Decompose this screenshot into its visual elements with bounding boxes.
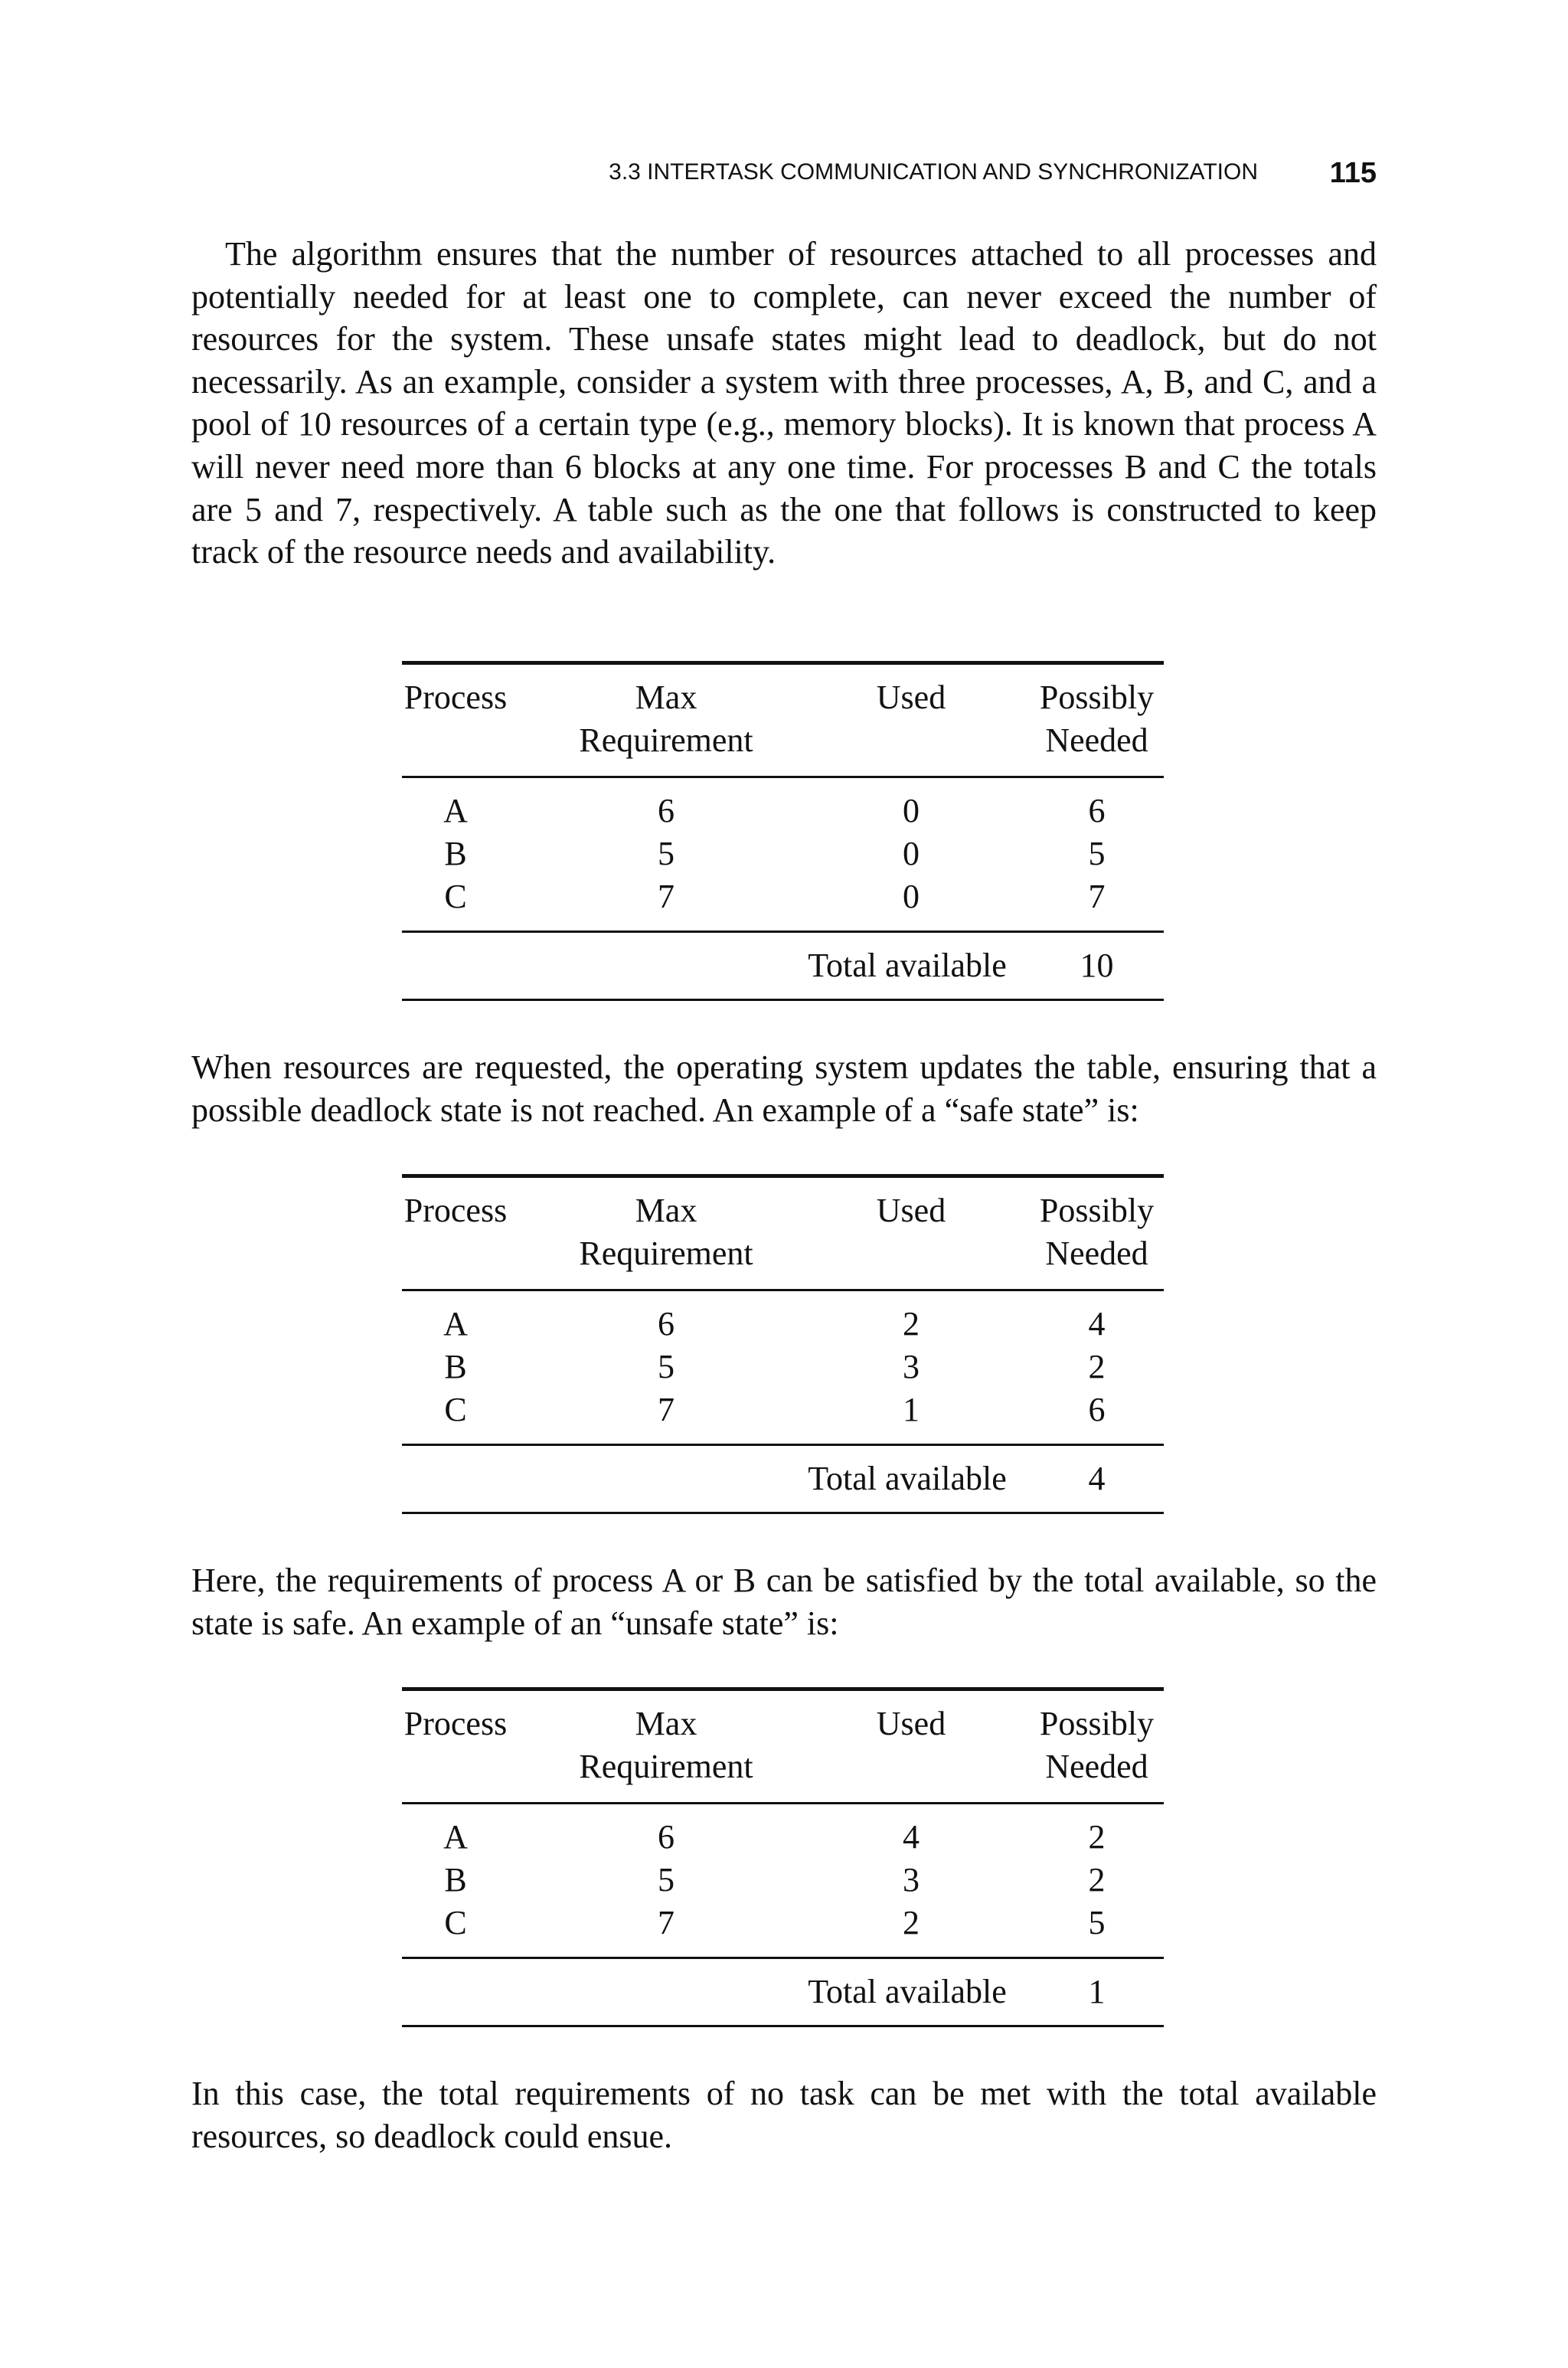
cell-needed: 4 [1088, 1305, 1106, 1343]
cell-used: 0 [903, 835, 920, 872]
cell-used: 2 [903, 1904, 920, 1941]
cell-max: 6 [658, 1818, 675, 1856]
header-needed: Needed [1045, 1748, 1148, 1785]
resource-table-unsafe-state [402, 1687, 1164, 2027]
table-header-rule [402, 1289, 1164, 1291]
table-total-rule [402, 1957, 1164, 1959]
header-needed: Needed [1045, 721, 1148, 759]
safe-state-paragraph: When resources are requested, the operating system updates the table, ensuring that a possible deadlock state is not reached. An example of a “safe state” is: [191, 1048, 1377, 1129]
cell-needed: 6 [1088, 792, 1106, 829]
cell-used: 1 [903, 1391, 920, 1428]
cell-process: A [443, 1305, 468, 1343]
table-header-rule [402, 1802, 1164, 1804]
header-process: Process [403, 1705, 508, 1742]
header-requirement: Requirement [579, 721, 753, 759]
cell-process: B [444, 835, 467, 872]
page-number: 115 [1329, 157, 1377, 189]
table-top-rule [402, 1174, 1164, 1178]
header-possibly: Possibly [1039, 1192, 1155, 1229]
unsafe-state-paragraph: Here, the requirements of process A or B can be satisfied by the total available, so the state is safe. An example of an “unsafe state” is: [191, 1562, 1377, 1642]
table-header-rule [402, 776, 1164, 778]
cell-needed: 7 [1088, 878, 1106, 915]
total-available-label: Total available [808, 1973, 1007, 2010]
cell-used: 0 [903, 792, 920, 829]
header-max: Max [635, 1705, 697, 1742]
cell-max: 7 [658, 1391, 675, 1428]
cell-process: B [444, 1348, 467, 1385]
cell-needed: 5 [1088, 1904, 1106, 1941]
header-needed: Needed [1045, 1235, 1148, 1272]
resource-table-initial [402, 661, 1164, 1001]
cell-needed: 2 [1088, 1348, 1106, 1385]
cell-process: B [444, 1861, 467, 1899]
cell-process: A [443, 792, 468, 829]
header-max: Max [635, 679, 697, 716]
table-bottom-rule [402, 1512, 1164, 1514]
header-max: Max [635, 1192, 697, 1229]
table-top-rule [402, 1687, 1164, 1691]
cell-max: 7 [658, 1904, 675, 1941]
cell-max: 5 [658, 1861, 675, 1899]
cell-used: 3 [903, 1348, 920, 1385]
cell-max: 6 [658, 792, 675, 829]
cell-max: 6 [658, 1305, 675, 1343]
header-used: Used [876, 679, 946, 716]
total-available-label: Total available [808, 1460, 1007, 1497]
cell-max: 5 [658, 835, 675, 872]
header-process: Process [403, 679, 508, 716]
intro-paragraph: The algorithm ensures that the number of resources attached to all processes and potentially needed for at least one to complete, can never exceed the number of resources for the system. These unsafe states might lead to deadlock, but do not necessarily. As an example, consider a system with three processes, A, B, and C, and a pool of 10 resources of a certain type (e.g., memory blocks). It is known that process A will never need more than 6 blocks at any one time. For processes B and C the totals are 5 and 7, respectively. A table such as the one that follows is constructed to keep track of the resource needs and availability. [191, 235, 1377, 571]
cell-needed: 2 [1088, 1818, 1106, 1856]
header-used: Used [876, 1705, 946, 1742]
cell-used: 0 [903, 878, 920, 915]
header-requirement: Requirement [579, 1235, 753, 1272]
header-possibly: Possibly [1039, 1705, 1155, 1742]
header-possibly: Possibly [1039, 679, 1155, 716]
total-available-value: 10 [1080, 947, 1114, 984]
header-used: Used [876, 1192, 946, 1229]
cell-used: 2 [903, 1305, 920, 1343]
cell-process: C [444, 1391, 467, 1428]
table-top-rule [402, 661, 1164, 665]
page-header [191, 157, 1377, 195]
table-total-rule [402, 1444, 1164, 1446]
header-process: Process [403, 1192, 508, 1229]
conclusion-paragraph: In this case, the total requirements of no task can be met with the total available resources, so deadlock could ensue. [191, 2075, 1377, 2155]
cell-max: 7 [658, 878, 675, 915]
total-available-value: 4 [1088, 1460, 1106, 1497]
total-available-value: 1 [1088, 1973, 1106, 2010]
total-available-label: Total available [808, 947, 1007, 984]
running-head: 3.3 INTERTASK COMMUNICATION AND SYNCHRONIZATION [609, 159, 1258, 185]
cell-process: C [444, 878, 467, 915]
cell-used: 4 [903, 1818, 920, 1856]
table-bottom-rule [402, 2025, 1164, 2027]
resource-table-safe-state [402, 1174, 1164, 1514]
cell-used: 3 [903, 1861, 920, 1899]
cell-needed: 6 [1088, 1391, 1106, 1428]
table-total-rule [402, 931, 1164, 933]
cell-needed: 2 [1088, 1861, 1106, 1899]
cell-process: A [443, 1818, 468, 1856]
cell-process: C [444, 1904, 467, 1941]
header-requirement: Requirement [579, 1748, 753, 1785]
table-bottom-rule [402, 999, 1164, 1001]
cell-needed: 5 [1088, 835, 1106, 872]
cell-max: 5 [658, 1348, 675, 1385]
